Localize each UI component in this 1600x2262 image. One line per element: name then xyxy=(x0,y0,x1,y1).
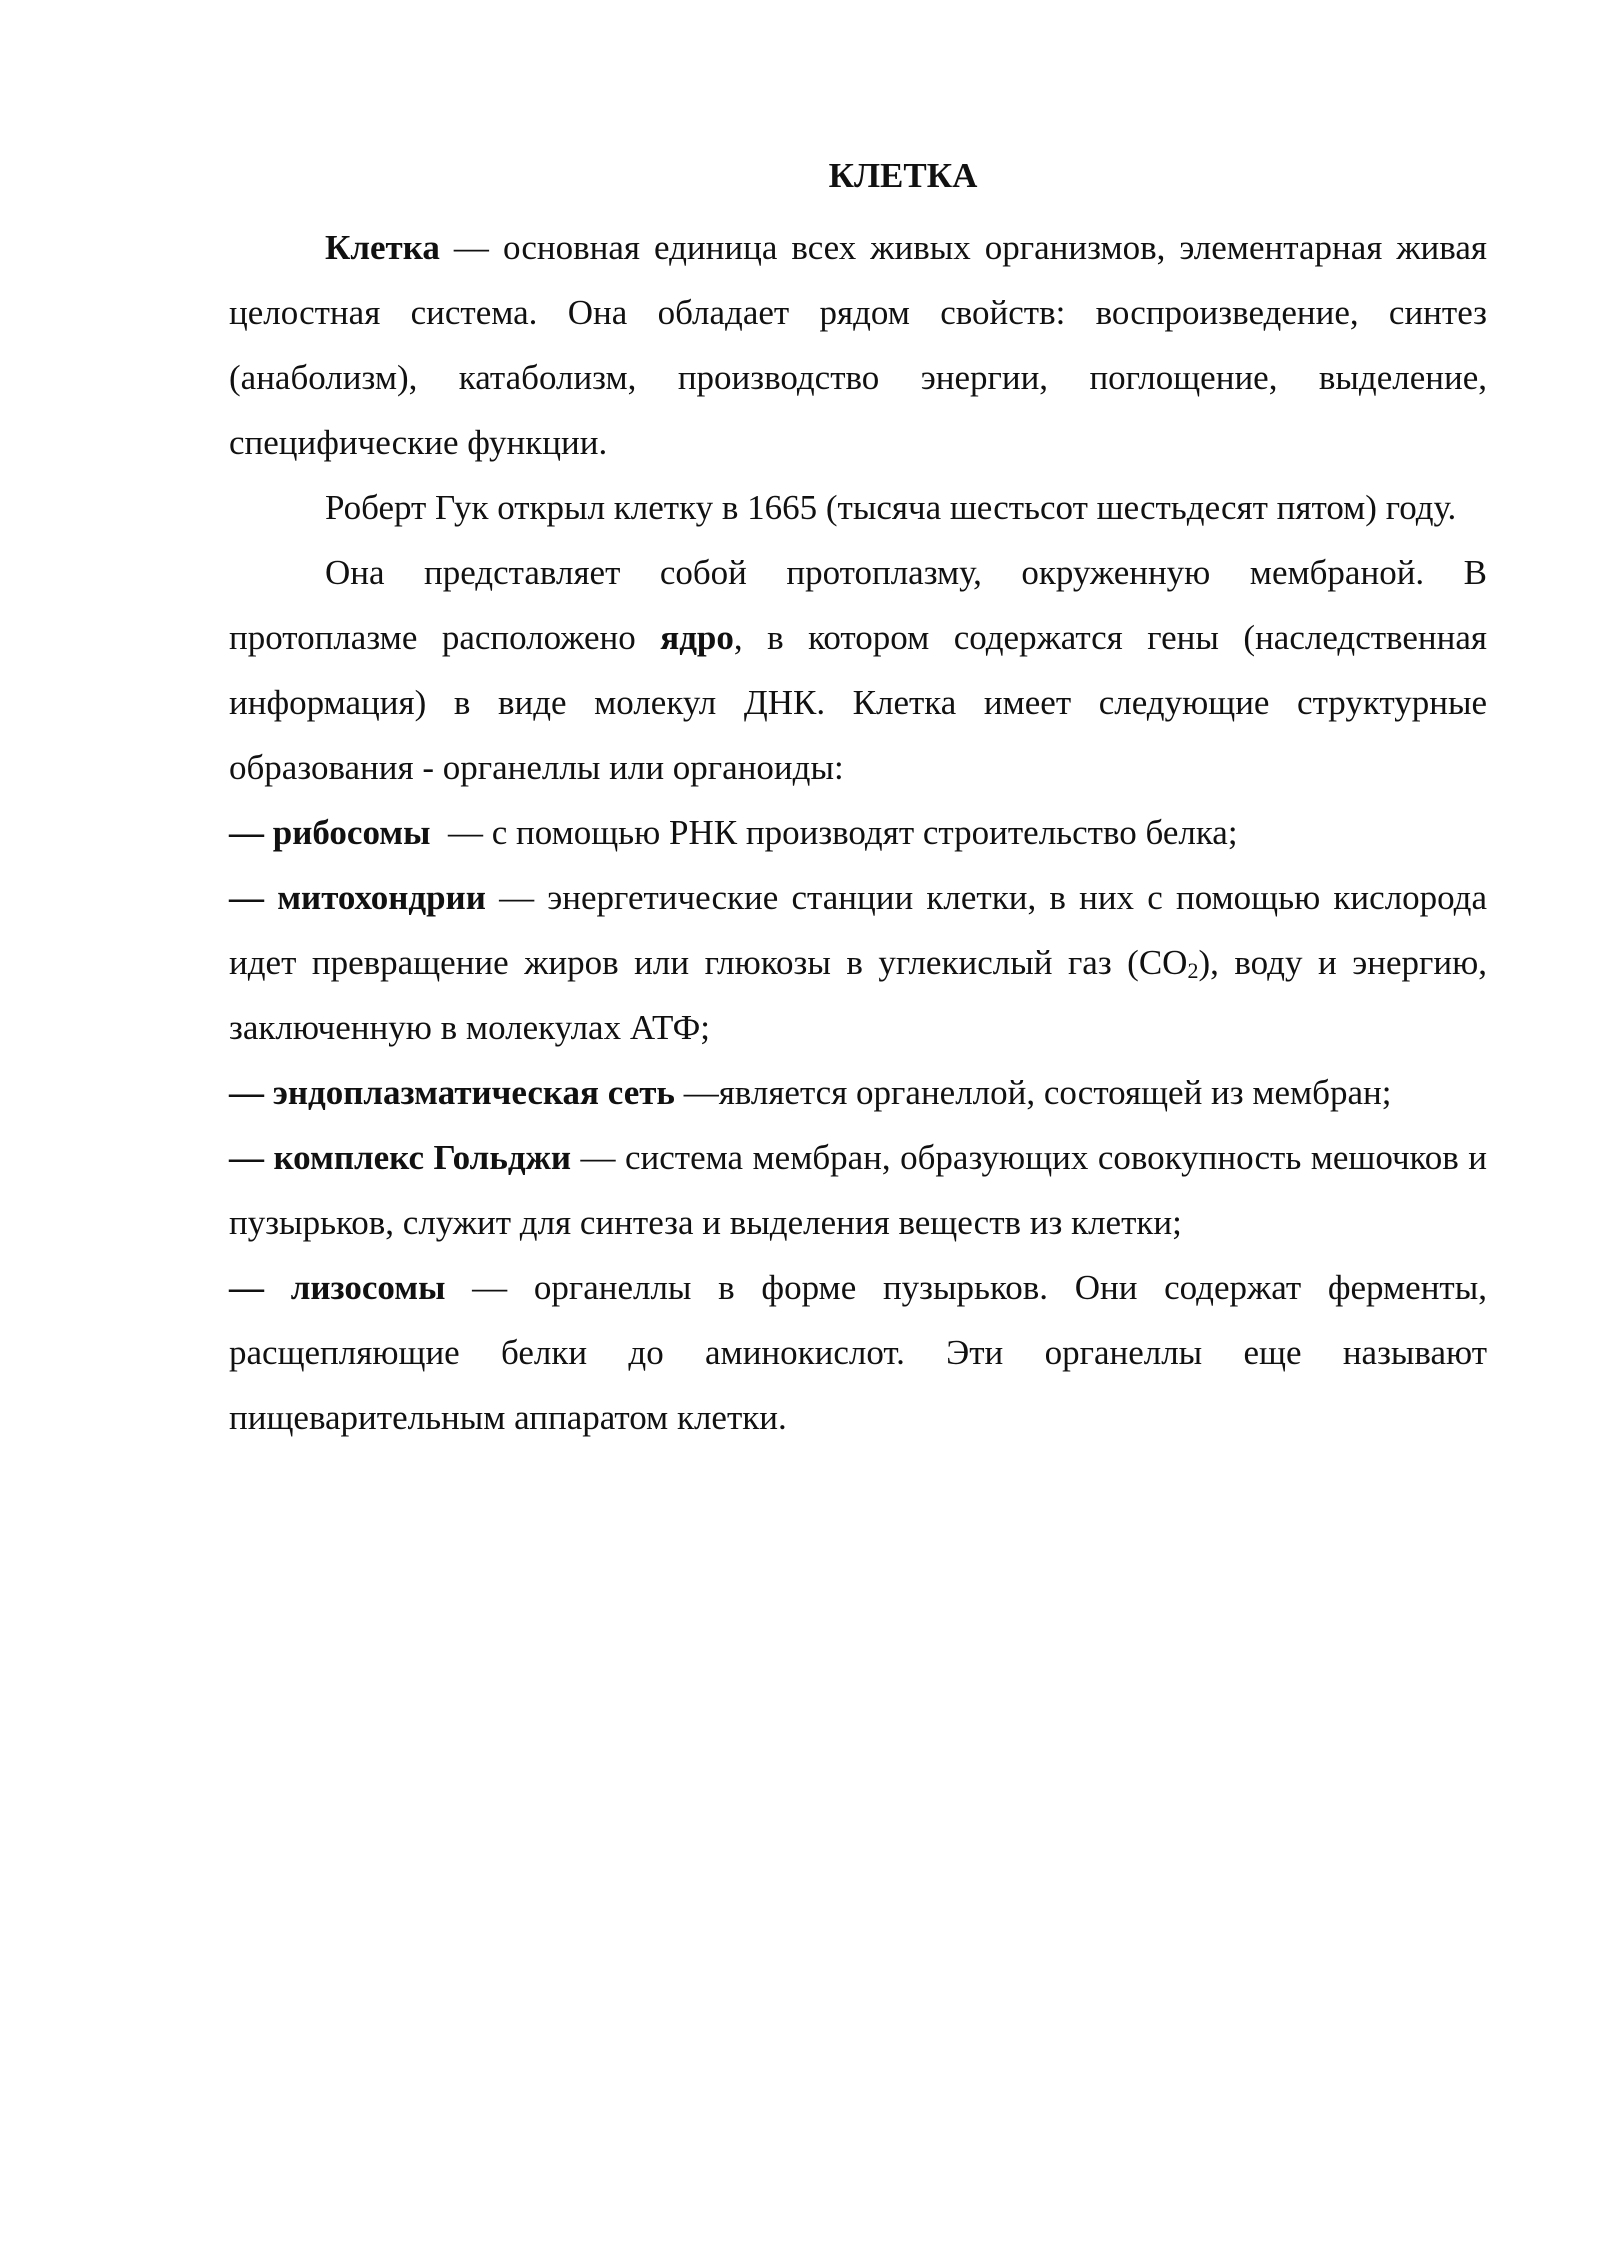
paragraph-structure xyxy=(229,540,1487,800)
term-golgi: — комплекс Гольджи xyxy=(229,1138,572,1177)
term-ribosomes: — рибосомы xyxy=(229,813,431,852)
list-item-ribosomes xyxy=(229,800,1487,865)
structure-text-after: , в котором содержатся гены (наследственная информация) в виде молекул ДНК. Клетка имеет следующие структурные образования - органеллы или органоиды: xyxy=(229,618,1488,787)
list-item-er xyxy=(229,1060,1487,1125)
term-er: — эндоплазматическая сеть xyxy=(229,1073,675,1112)
lysosomes-text: — органеллы в форме пузырьков. Они содержат ферменты, расщепляющие белки до аминокислот. Эти органеллы еще называют пищеварительным аппаратом клетки. xyxy=(229,1268,1487,1437)
list-item-golgi xyxy=(229,1125,1487,1255)
subscript-two: 2 xyxy=(1187,958,1199,983)
structure-text-before: Она представляет собой протоплазму, окруженную мембраной. В протоплазме расположено xyxy=(229,553,1487,657)
ribosomes-text: — с помощью РНК производят строительство белка; xyxy=(430,813,1238,852)
paragraph-hooke: Роберт Гук открыл клетку в 1665 (тысяча шестьсот шестьдесят пятом) году. xyxy=(325,488,1457,527)
er-text: —является органеллой, состоящей из мембран; xyxy=(674,1073,1392,1112)
term-lysosomes: — лизосомы xyxy=(229,1268,446,1307)
document-body xyxy=(229,150,1487,1450)
list-item-lysosomes xyxy=(229,1255,1487,1450)
mitochondria-text-before: — энергетические станции клетки, в них с помощью кислорода идет превращение жиров или глюкозы в углекислый газ (CO xyxy=(229,878,1487,982)
definition-text: — основная единица всех живых организмов, элементарная живая целостная система. Она обладает рядом свойств: воспроизведение, синтез (анаболизм), катаболизм, производство энергии, поглощение, выделение, специфические функции. xyxy=(229,228,1487,462)
golgi-text: — система мембран, образующих совокупность мешочков и пузырьков, служит для синтеза и выделения веществ из клетки; xyxy=(229,1138,1487,1242)
term-mitochondria: — митохондрии xyxy=(229,878,486,917)
mitochondria-text-after: ), воду и энергию, заключенную в молекулах АТФ; xyxy=(229,943,1487,1047)
list-item-mitochondria xyxy=(229,865,1487,1060)
document-title: КЛЕТКА xyxy=(828,156,978,195)
term-cell: Клетка xyxy=(325,228,440,267)
term-nucleus: ядро xyxy=(660,618,734,657)
paragraph-definition xyxy=(229,215,1487,475)
